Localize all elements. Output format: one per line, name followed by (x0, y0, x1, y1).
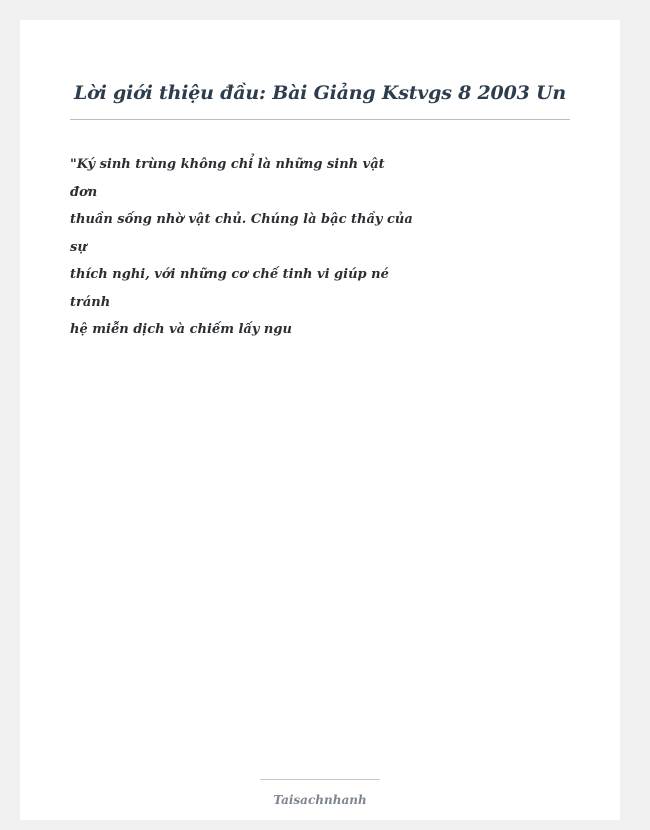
document-title: Lời giới thiệu đầu: Bài Giảng Kstvgs 8 2003 Un (73, 82, 567, 104)
body-line: tránh (70, 294, 111, 310)
body-line: sự (70, 239, 87, 255)
footer-divider (260, 779, 380, 780)
title-divider (70, 119, 570, 120)
document-page (20, 20, 620, 820)
document-body (70, 151, 413, 344)
body-line: "Ký sinh trùng không chỉ là những sinh vật (70, 157, 385, 172)
body-line: thuần sống nhờ vật chủ. Chúng là bậc thầy của (70, 212, 413, 227)
body-line: hệ miễn dịch và chiếm lấy ngu (70, 322, 292, 337)
footer-brand: Taisachnhanh (273, 793, 367, 807)
body-line: thích nghi, với những cơ chế tinh vi giúp né (70, 267, 389, 282)
body-line: đơn (70, 184, 98, 200)
